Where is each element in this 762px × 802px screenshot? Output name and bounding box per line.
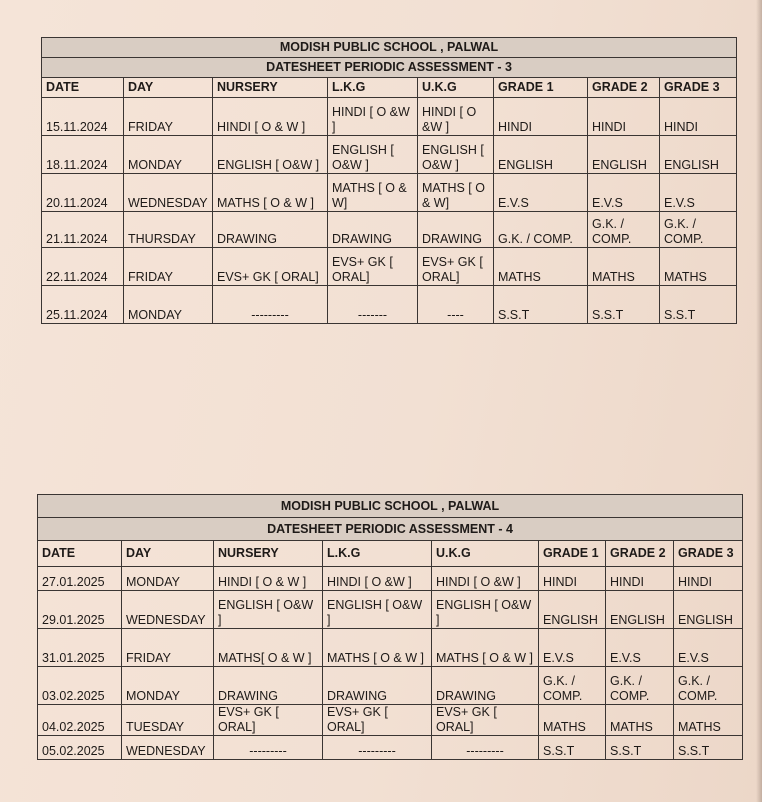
day-cell: FRIDAY [124,248,213,286]
grade-1-cell: MATHS [494,248,588,286]
lkg-cell: HINDI [ O &W ] [323,567,432,591]
ukg-cell: EVS+ GK [ ORAL] [432,705,539,736]
lkg-cell: --------- [323,736,432,760]
grade-2-cell: ENGLISH [606,591,674,629]
grade-1-cell: HINDI [539,567,606,591]
paper-edge-shadow [756,0,762,802]
table-row [42,286,737,324]
table-row [38,629,743,667]
header-day: DAY [122,541,214,567]
grade-3-cell: MATHS [674,705,743,736]
ukg-cell: HINDI [ O &W ] [432,567,539,591]
nursery-cell: MATHS[ O & W ] [214,629,323,667]
ukg-cell: DRAWING [418,212,494,248]
day-cell: WEDNESDAY [122,736,214,760]
table-row [38,591,743,629]
ukg-cell: EVS+ GK [ ORAL] [418,248,494,286]
header-grade-3: GRADE 3 [674,541,743,567]
table-row [38,736,743,760]
header-ukg: U.K.G [418,78,494,98]
day-cell: WEDNESDAY [124,174,213,212]
grade-1-cell: ENGLISH [539,591,606,629]
header-date: DATE [42,78,124,98]
grade-2-cell: S.S.T [606,736,674,760]
grade-1-cell: G.K. / COMP. [539,667,606,705]
day-cell: MONDAY [122,567,214,591]
date-cell: 15.11.2024 [42,98,124,136]
header-ukg: U.K.G [432,541,539,567]
table-row [38,705,743,736]
ukg-cell: ---- [418,286,494,324]
header-nursery: NURSERY [213,78,328,98]
grade-2-cell: MATHS [588,248,660,286]
lkg-cell: EVS+ GK [ ORAL] [328,248,418,286]
lkg-cell: ENGLISH [ O&W ] [328,136,418,174]
datesheet-table-pa3 [41,37,737,324]
nursery-cell: ENGLISH [ O&W ] [214,591,323,629]
header-lkg: L.K.G [328,78,418,98]
date-cell: 22.11.2024 [42,248,124,286]
day-cell: FRIDAY [122,629,214,667]
header-grade-2: GRADE 2 [606,541,674,567]
grade-2-cell: HINDI [588,98,660,136]
grade-3-cell: S.S.T [660,286,737,324]
header-grade-1: GRADE 1 [494,78,588,98]
header-grade-3: GRADE 3 [660,78,737,98]
day-cell: WEDNESDAY [122,591,214,629]
lkg-cell: EVS+ GK [ ORAL] [323,705,432,736]
date-cell: 29.01.2025 [38,591,122,629]
grade-3-cell: ENGLISH [674,591,743,629]
grade-1-cell: HINDI [494,98,588,136]
lkg-cell: MATHS [ O & W] [328,174,418,212]
lkg-cell: ------- [328,286,418,324]
ukg-cell: DRAWING [432,667,539,705]
table-row [38,567,743,591]
date-cell: 21.11.2024 [42,212,124,248]
date-cell: 27.01.2025 [38,567,122,591]
ukg-cell: HINDI [ O &W ] [418,98,494,136]
nursery-cell: DRAWING [214,667,323,705]
datesheet-table-pa4 [37,494,743,760]
table-row [42,136,737,174]
school-name: MODISH PUBLIC SCHOOL , PALWAL [42,38,737,58]
ukg-cell: MATHS [ O & W ] [432,629,539,667]
nursery-cell: --------- [213,286,328,324]
grade-1-cell: S.S.T [494,286,588,324]
date-cell: 25.11.2024 [42,286,124,324]
day-cell: MONDAY [124,286,213,324]
lkg-cell: DRAWING [328,212,418,248]
sheet-title: DATESHEET PERIODIC ASSESSMENT - 4 [38,518,743,541]
lkg-cell: HINDI [ O &W ] [328,98,418,136]
date-cell: 05.02.2025 [38,736,122,760]
header-date: DATE [38,541,122,567]
table-row [38,667,743,705]
grade-3-cell: S.S.T [674,736,743,760]
header-grade-1: GRADE 1 [539,541,606,567]
table-row [42,174,737,212]
sheet-title: DATESHEET PERIODIC ASSESSMENT - 3 [42,58,737,78]
header-lkg: L.K.G [323,541,432,567]
grade-2-cell: E.V.S [606,629,674,667]
header-grade-2: GRADE 2 [588,78,660,98]
grade-2-cell: G.K. / COMP. [606,667,674,705]
grade-2-cell: MATHS [606,705,674,736]
date-cell: 20.11.2024 [42,174,124,212]
nursery-cell: DRAWING [213,212,328,248]
grade-2-cell: G.K. / COMP. [588,212,660,248]
nursery-cell: EVS+ GK [ ORAL] [214,705,323,736]
lkg-cell: DRAWING [323,667,432,705]
day-cell: FRIDAY [124,98,213,136]
nursery-cell: EVS+ GK [ ORAL] [213,248,328,286]
nursery-cell: HINDI [ O & W ] [214,567,323,591]
lkg-cell: MATHS [ O & W ] [323,629,432,667]
ukg-cell: ENGLISH [ O&W ] [418,136,494,174]
nursery-cell: ENGLISH [ O&W ] [213,136,328,174]
ukg-cell: --------- [432,736,539,760]
ukg-cell: ENGLISH [ O&W ] [432,591,539,629]
grade-1-cell: G.K. / COMP. [494,212,588,248]
date-cell: 03.02.2025 [38,667,122,705]
ukg-cell: MATHS [ O & W] [418,174,494,212]
header-day: DAY [124,78,213,98]
grade-3-cell: E.V.S [674,629,743,667]
day-cell: TUESDAY [122,705,214,736]
date-cell: 31.01.2025 [38,629,122,667]
grade-2-cell: HINDI [606,567,674,591]
grade-2-cell: E.V.S [588,174,660,212]
header-nursery: NURSERY [214,541,323,567]
grade-3-cell: G.K. / COMP. [674,667,743,705]
date-cell: 04.02.2025 [38,705,122,736]
day-cell: MONDAY [124,136,213,174]
grade-3-cell: MATHS [660,248,737,286]
grade-3-cell: HINDI [660,98,737,136]
grade-1-cell: MATHS [539,705,606,736]
date-cell: 18.11.2024 [42,136,124,174]
grade-3-cell: HINDI [674,567,743,591]
nursery-cell: HINDI [ O & W ] [213,98,328,136]
grade-2-cell: S.S.T [588,286,660,324]
lkg-cell: ENGLISH [ O&W ] [323,591,432,629]
day-cell: MONDAY [122,667,214,705]
day-cell: THURSDAY [124,212,213,248]
grade-3-cell: ENGLISH [660,136,737,174]
grade-1-cell: E.V.S [494,174,588,212]
grade-1-cell: E.V.S [539,629,606,667]
grade-1-cell: S.S.T [539,736,606,760]
grade-3-cell: E.V.S [660,174,737,212]
nursery-cell: --------- [214,736,323,760]
grade-1-cell: ENGLISH [494,136,588,174]
school-name: MODISH PUBLIC SCHOOL , PALWAL [38,495,743,518]
table-row [42,98,737,136]
grade-3-cell: G.K. / COMP. [660,212,737,248]
grade-2-cell: ENGLISH [588,136,660,174]
nursery-cell: MATHS [ O & W ] [213,174,328,212]
table-row [42,248,737,286]
table-row [42,212,737,248]
